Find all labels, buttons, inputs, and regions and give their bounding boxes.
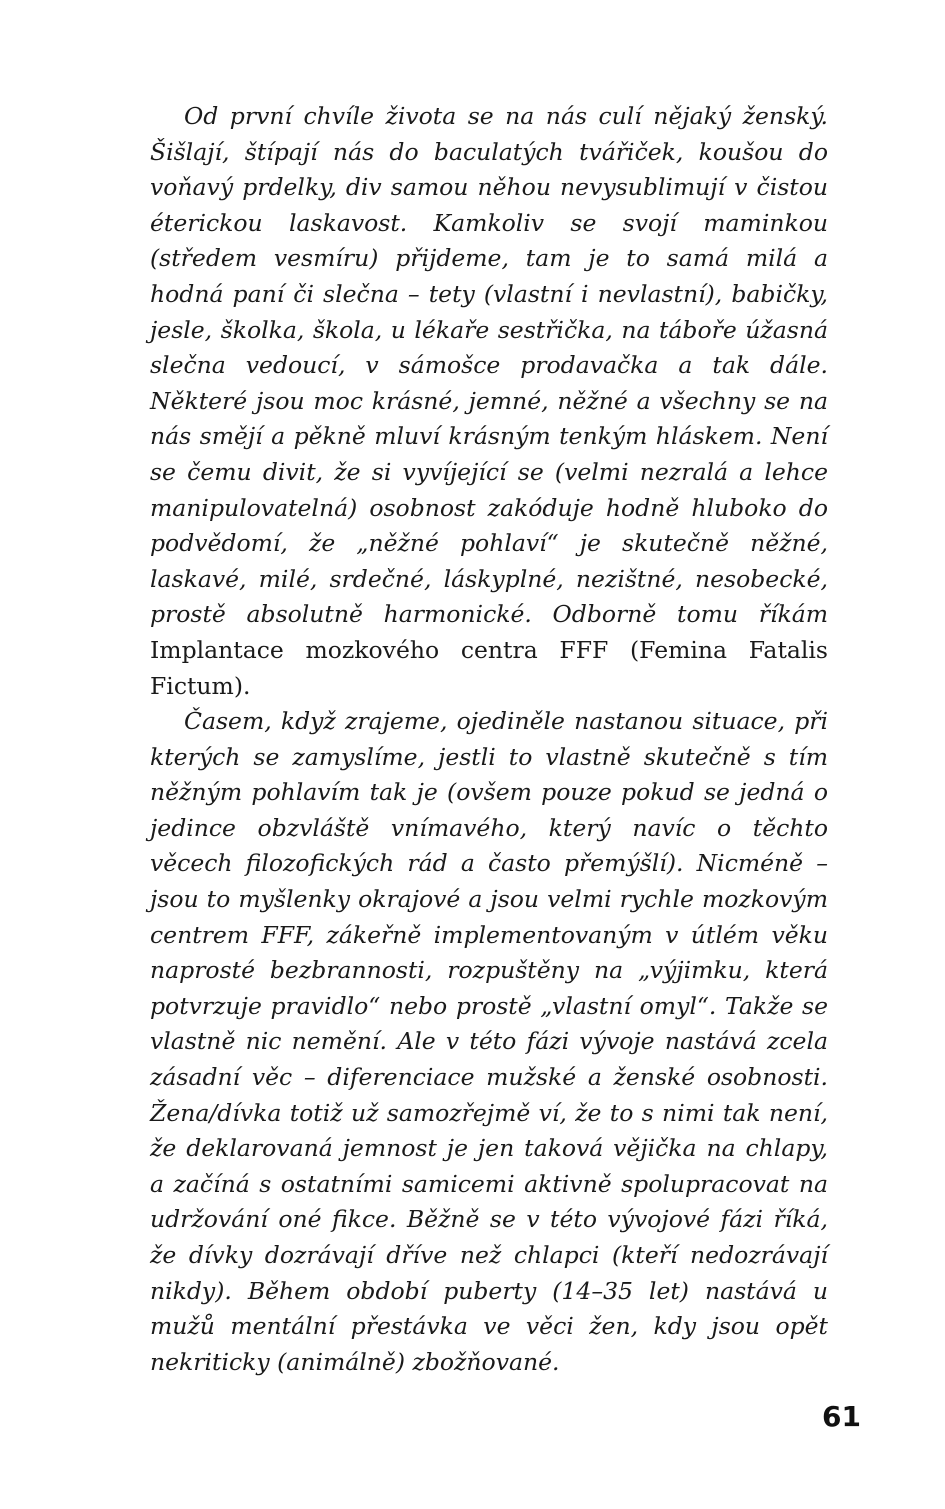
paragraph-2-italic-text: Časem, když zrajeme, ojediněle nastanou situace, při kterých se zamyslíme, jestli to vlastně skutečně s tím něžným pohlavím tak je (ovšem pouze pokud se jedná o jedince obzvláště vnímavého, který navíc o těchto věcech filozofických rád a často přemýšlí). Nicméně – jsou to myšlenky okrajové a jsou velmi rychle mozkovým centrem FFF, zákeřně implementovaným v útlém věku naprosté bezbrannosti, rozpuštěny na „výjimku, která potvrzuje pravidlo“ nebo prostě „vlastní omyl“. Takže se vlastně nic nemění. Ale v této fázi vývoje nastává zcela zásadní věc – diferenciace mužské a ženské osobnosti. Žena/dívka totiž už samozřejmě ví, že to s nimi tak není, že deklarovaná jemnost je jen taková vějička na chlapy, a začíná s ostatními samicemi aktivně spolupracovat na udržování oné fikce. Běžně se v této vývojové fázi říká, že dívky dozrávají dříve než chlapci (kteří nedozrávají nikdy). Během období puberty (14–35 let) nastává u mužů mentální přestávka ve věci žen, kdy jsou opět nekriticky (animálně) zbožňované. <box>150 707 828 1376</box>
paragraph-2 <box>150 704 828 1380</box>
paragraph-1 <box>150 99 828 704</box>
paragraph-1-upright-text: Implantace mozkového centra FFF (Femina Fatalis Fictum). <box>150 635 828 700</box>
page-number: 61 <box>822 1400 861 1433</box>
body-text <box>150 99 828 1380</box>
paragraph-1-italic-text: Od první chvíle života se na nás culí nějaký ženský. Šišlají, štípají nás do baculatých tvářiček, koušou do voňavý prdelky, div samou něhou nevysublimují v čistou éterickou laskavost. Kamkoliv se svojí maminkou (středem vesmíru) přijdeme, tam je to samá milá a hodná paní či slečna – tety (vlastní i nevlastní), babičky, jesle, školka, škola, u lékaře sestřička, na táboře úžasná slečna vedoucí, v sámošce prodavačka a tak dále. Některé jsou moc krásné, jemné, něžné a všechny se na nás smějí a pěkně mluví krásným tenkým hláskem. Není se čemu divit, že si vyvíjející se (velmi nezralá a lehce manipulovatelná) osobnost zakóduje hodně hluboko do podvědomí, že „něžné pohlaví“ je skutečně něžné, laskavé, milé, srdečné, láskyplné, nezištné, nesobecké, prostě absolutně harmonické. Odborně tomu říkám <box>150 102 828 629</box>
